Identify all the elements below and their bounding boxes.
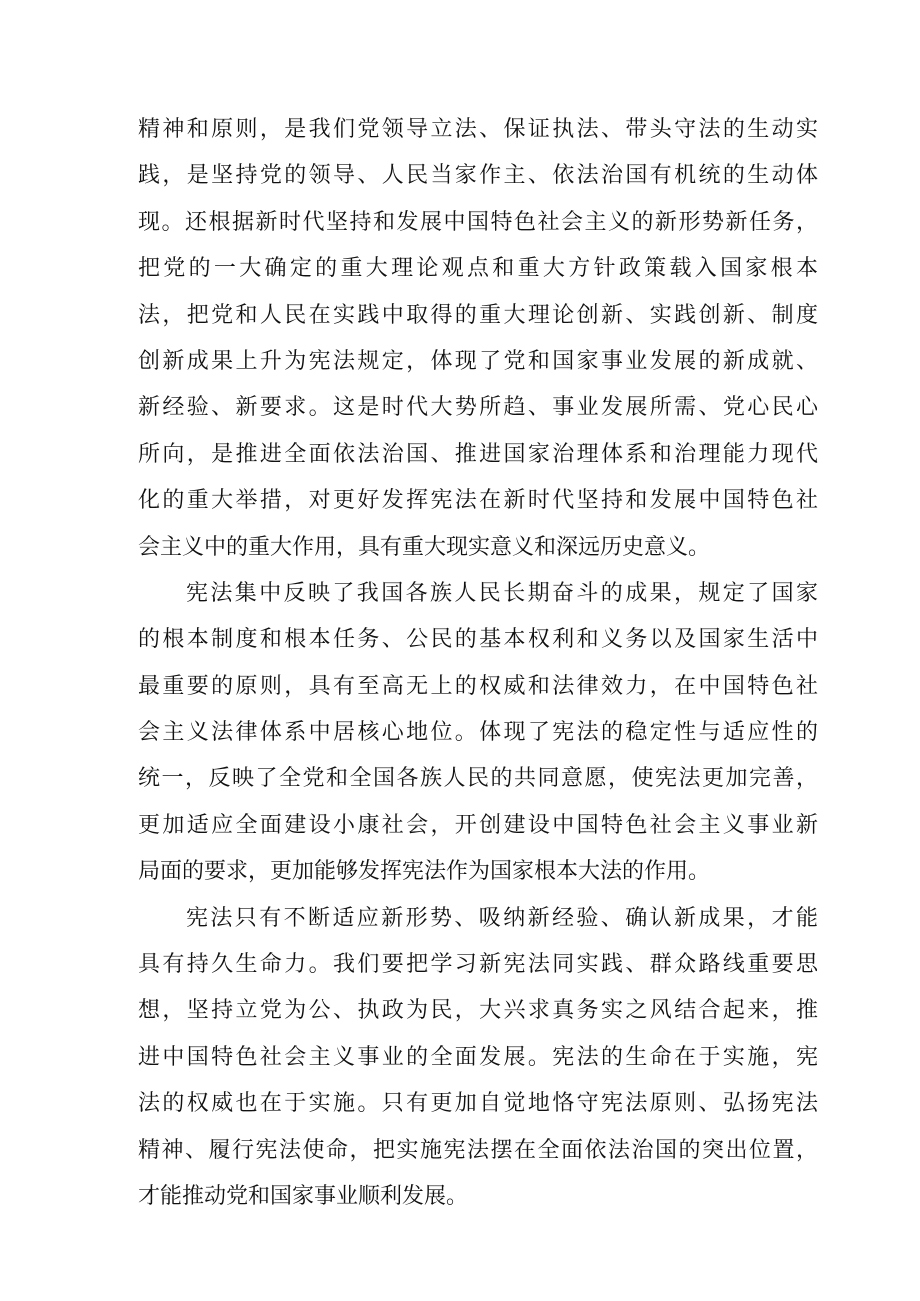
text-line: 化的重大举措，对更好发挥宪法在新时代坚持和发展中国特色社: [138, 488, 818, 514]
text-line: 法，把党和人民在实践中取得的重大理论创新、实践创新、制度: [138, 302, 818, 328]
text-line: 把党的一大确定的重大理论观点和重大方针政策载入国家根本: [138, 256, 818, 282]
text-line: 局面的要求，更加能够发挥宪法作为国家根本大法的作用。: [138, 859, 711, 885]
text-line: 统一，反映了全党和全国各族人民的共同意愿，使宪法更加完善，: [138, 766, 818, 792]
text-line: 最重要的原则，具有至高无上的权威和法律效力，在中国特色社: [138, 673, 818, 699]
text-line: 宪法集中反映了我国各族人民长期奋斗的成果，规定了国家: [186, 580, 818, 606]
paragraph-3: [138, 896, 818, 1221]
text-line: 现。还根据新时代坚持和发展中国特色社会主义的新形势新任务，: [138, 209, 818, 235]
text-line: 才能推动党和国家事业顺利发展。: [138, 1183, 469, 1209]
text-line: 会主义中的重大作用，具有重大现实意义和深远历史意义。: [138, 534, 711, 560]
text-line: 创新成果上升为宪法规定，体现了党和国家事业发展的新成就、: [138, 348, 818, 374]
paragraph-1: [138, 107, 818, 571]
text-line: 进中国特色社会主义事业的全面发展。宪法的生命在于实施，宪: [138, 1044, 818, 1070]
text-line: 宪法只有不断适应新形势、吸纳新经验、确认新成果，才能: [186, 905, 818, 931]
text-line: 更加适应全面建设小康社会，开创建设中国特色社会主义事业新: [138, 812, 818, 838]
text-line: 会主义法律体系中居核心地位。体现了宪法的稳定性与适应性的: [138, 720, 818, 746]
text-line: 践，是坚持党的领导、人民当家作主、依法治国有机统的生动体: [138, 163, 818, 189]
text-line: 想，坚持立党为公、执政为民，大兴求真务实之风结合起来，推: [138, 998, 818, 1024]
text-line: 所向，是推进全面依法治国、推进国家治理体系和治理能力现代: [138, 441, 818, 467]
document-page: [138, 107, 818, 1220]
text-line: 精神和原则，是我们党领导立法、保证执法、带头守法的生动实: [138, 117, 818, 142]
text-line: 具有持久生命力。我们要把学习新宪法同实践、群众路线重要思: [138, 952, 818, 978]
text-line: 的根本制度和根本任务、公民的基本权利和义务以及国家生活中: [138, 627, 818, 653]
text-line: 新经验、新要求。这是时代大势所趋、事业发展所需、党心民心: [138, 395, 818, 421]
text-line: 法的权威也在于实施。只有更加自觉地恪守宪法原则、弘扬宪法: [138, 1091, 818, 1117]
text-line: 精神、履行宪法使命，把实施宪法摆在全面依法治国的突出位置，: [138, 1137, 818, 1163]
paragraph-2: [138, 571, 818, 896]
